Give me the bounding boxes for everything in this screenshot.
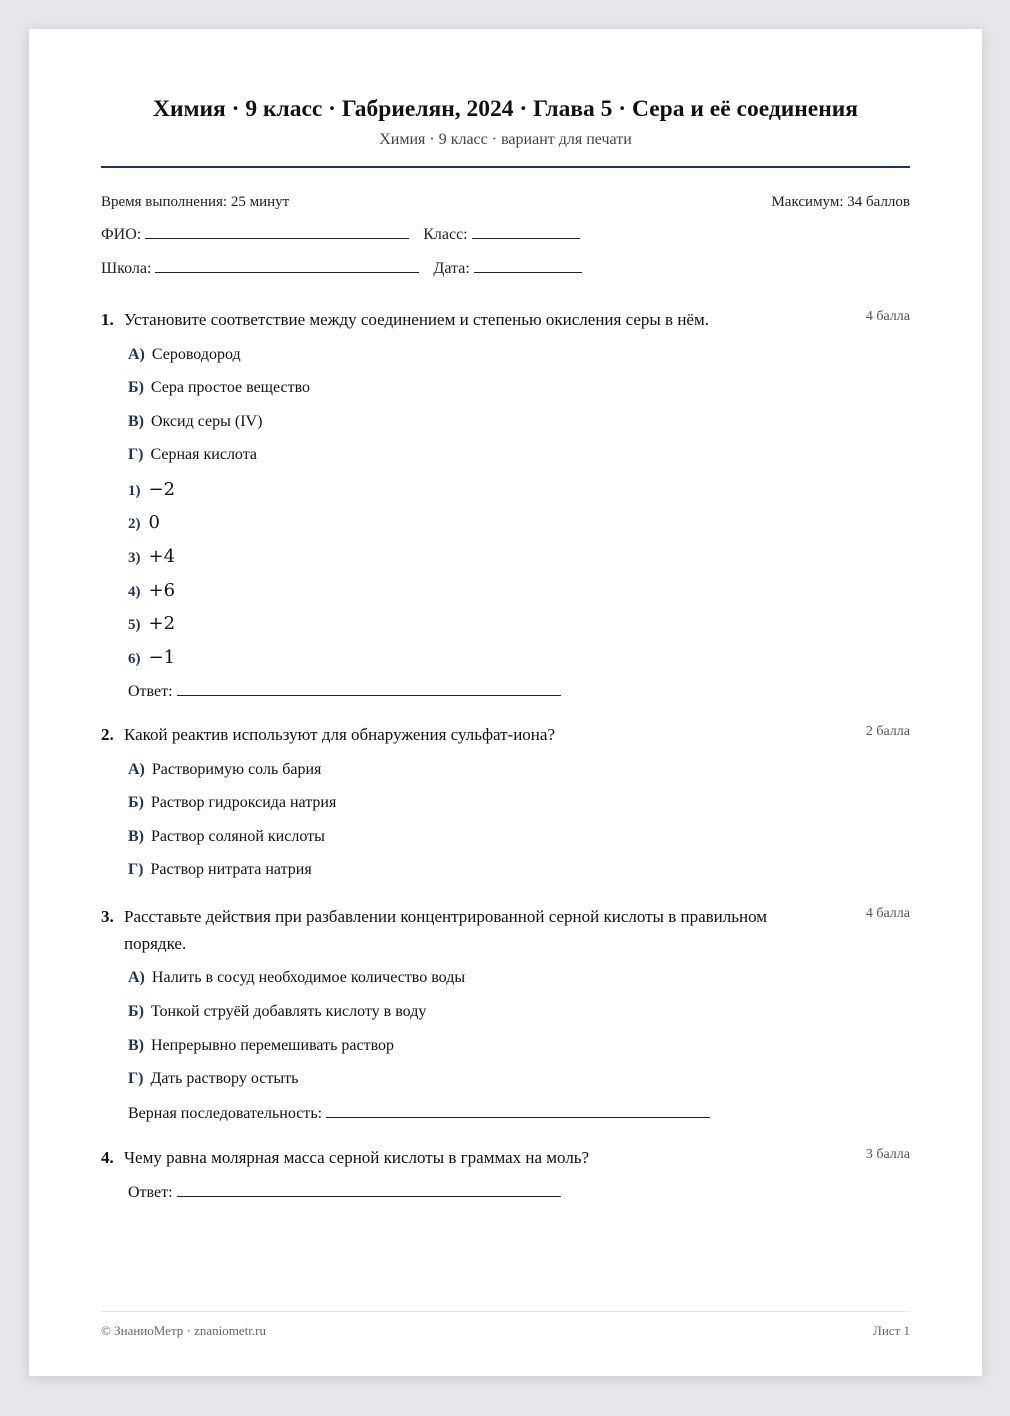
option-key: А) bbox=[128, 969, 145, 986]
option-key: Г) bbox=[128, 861, 144, 878]
answer-row bbox=[128, 1104, 710, 1123]
option-item bbox=[128, 379, 310, 397]
option-text: Оксид серы (IV) bbox=[151, 413, 263, 430]
option-key: Б) bbox=[128, 794, 144, 811]
fio-class-row bbox=[101, 225, 580, 244]
meta-row bbox=[101, 194, 910, 211]
choice-key: 1) bbox=[128, 483, 141, 499]
worksheet-page bbox=[29, 29, 982, 1376]
footer bbox=[101, 1323, 910, 1339]
option-key: А) bbox=[128, 346, 145, 363]
question-text: Какой реактив используют для обнаружения сульфат-иона? bbox=[124, 725, 555, 744]
option-key: В) bbox=[128, 828, 144, 845]
option-text: Раствор гидроксида натрия bbox=[150, 794, 337, 811]
option-key: Г) bbox=[128, 446, 144, 463]
choice-value: −1 bbox=[148, 647, 176, 668]
question-text: Расставьте действия при разбавлении концентрированной серной кислоты в правильном bbox=[124, 907, 768, 926]
option-item bbox=[128, 413, 262, 431]
option-item bbox=[128, 1003, 426, 1021]
option-text: Сера простое вещество bbox=[150, 379, 311, 396]
class-field[interactable] bbox=[472, 225, 580, 239]
choice-key: 3) bbox=[128, 550, 141, 566]
option-text: Дать раствору остыть bbox=[150, 1070, 299, 1087]
choice-item bbox=[128, 613, 175, 634]
option-text: Сероводород bbox=[151, 346, 241, 363]
header-divider bbox=[101, 166, 910, 168]
option-key: Г) bbox=[128, 1070, 144, 1087]
school-label: Школа: bbox=[101, 260, 152, 277]
class-label: Класс: bbox=[423, 226, 468, 243]
question-points: 4 балла bbox=[865, 906, 910, 921]
question-text: Установите соответствие между соединением и степенью окисления серы в нём. bbox=[124, 310, 709, 329]
choice-item bbox=[128, 647, 175, 668]
question-points: 3 балла bbox=[865, 1147, 910, 1162]
choice-item bbox=[128, 479, 175, 500]
option-key: А) bbox=[128, 761, 145, 778]
option-item bbox=[128, 1070, 298, 1088]
question-number: 3. bbox=[101, 907, 114, 926]
choice-value: 0 bbox=[148, 512, 160, 533]
footer-divider bbox=[101, 1311, 910, 1312]
date-label: Дата: bbox=[433, 260, 470, 277]
choice-key: 4) bbox=[128, 584, 141, 600]
fio-label: ФИО: bbox=[101, 226, 142, 243]
page-subtitle: Химия · 9 класс · вариант для печати bbox=[379, 131, 632, 148]
choice-value: −2 bbox=[148, 479, 176, 500]
date-field[interactable] bbox=[474, 259, 582, 273]
option-item bbox=[128, 794, 336, 812]
option-item bbox=[128, 446, 257, 464]
question-number: 1. bbox=[101, 310, 114, 329]
answer-field[interactable] bbox=[177, 682, 561, 696]
option-key: В) bbox=[128, 413, 144, 430]
answer-row bbox=[128, 682, 561, 701]
max-score: Максимум: 34 баллов bbox=[771, 194, 910, 210]
option-text: Тонкой струёй добавлять кислоту в воду bbox=[150, 1003, 427, 1020]
time-limit: Время выполнения: 25 минут bbox=[101, 194, 290, 210]
option-item bbox=[128, 761, 321, 779]
choice-key: 5) bbox=[128, 617, 141, 633]
choice-key: 6) bbox=[128, 651, 141, 667]
footer-copyright: © ЗнаниоМетр · znaniometr.ru bbox=[101, 1323, 266, 1338]
choice-value: +4 bbox=[148, 546, 176, 567]
question-points: 4 балла bbox=[865, 309, 910, 324]
answer-row bbox=[128, 1183, 561, 1202]
question-number: 2. bbox=[101, 725, 114, 744]
option-item bbox=[128, 1037, 394, 1055]
answer-field[interactable] bbox=[177, 1183, 561, 1197]
option-text: Растворимую соль бария bbox=[151, 761, 322, 778]
option-key: Б) bbox=[128, 1003, 144, 1020]
option-item bbox=[128, 969, 465, 987]
footer-page-number: Лист 1 bbox=[873, 1323, 910, 1338]
school-date-row bbox=[101, 259, 582, 278]
choice-value: +6 bbox=[148, 580, 176, 601]
option-key: Б) bbox=[128, 379, 144, 396]
option-key: В) bbox=[128, 1037, 144, 1054]
choice-item bbox=[128, 546, 175, 567]
choice-key: 2) bbox=[128, 516, 141, 532]
answer-label: Ответ: bbox=[128, 683, 173, 700]
question-number: 4. bbox=[101, 1148, 114, 1167]
choice-value: +2 bbox=[148, 613, 176, 634]
choice-item bbox=[128, 580, 175, 601]
option-text: Непрерывно перемешивать раствор bbox=[151, 1037, 395, 1054]
option-text: Раствор нитрата натрия bbox=[150, 861, 312, 878]
option-text: Налить в сосуд необходимое количество воды bbox=[151, 969, 466, 986]
school-field[interactable] bbox=[155, 259, 419, 273]
choice-item bbox=[128, 512, 160, 533]
question-text-continued: порядке. bbox=[124, 934, 187, 953]
question-points: 2 балла bbox=[865, 724, 910, 739]
page-title: Химия · 9 класс · Габриелян, 2024 · Глава 5 · Сера и её соединения bbox=[152, 96, 859, 122]
option-text: Раствор соляной кислоты bbox=[151, 828, 325, 845]
option-item bbox=[128, 828, 325, 846]
option-text: Серная кислота bbox=[150, 446, 258, 463]
fio-field[interactable] bbox=[145, 225, 409, 239]
answer-label: Ответ: bbox=[128, 1184, 173, 1201]
option-item bbox=[128, 861, 312, 879]
answer-label: Верная последовательность: bbox=[128, 1105, 323, 1122]
option-item bbox=[128, 346, 241, 364]
question-text: Чему равна молярная масса серной кислоты в граммах на моль? bbox=[124, 1148, 590, 1167]
sequence-answer-field[interactable] bbox=[326, 1104, 710, 1118]
